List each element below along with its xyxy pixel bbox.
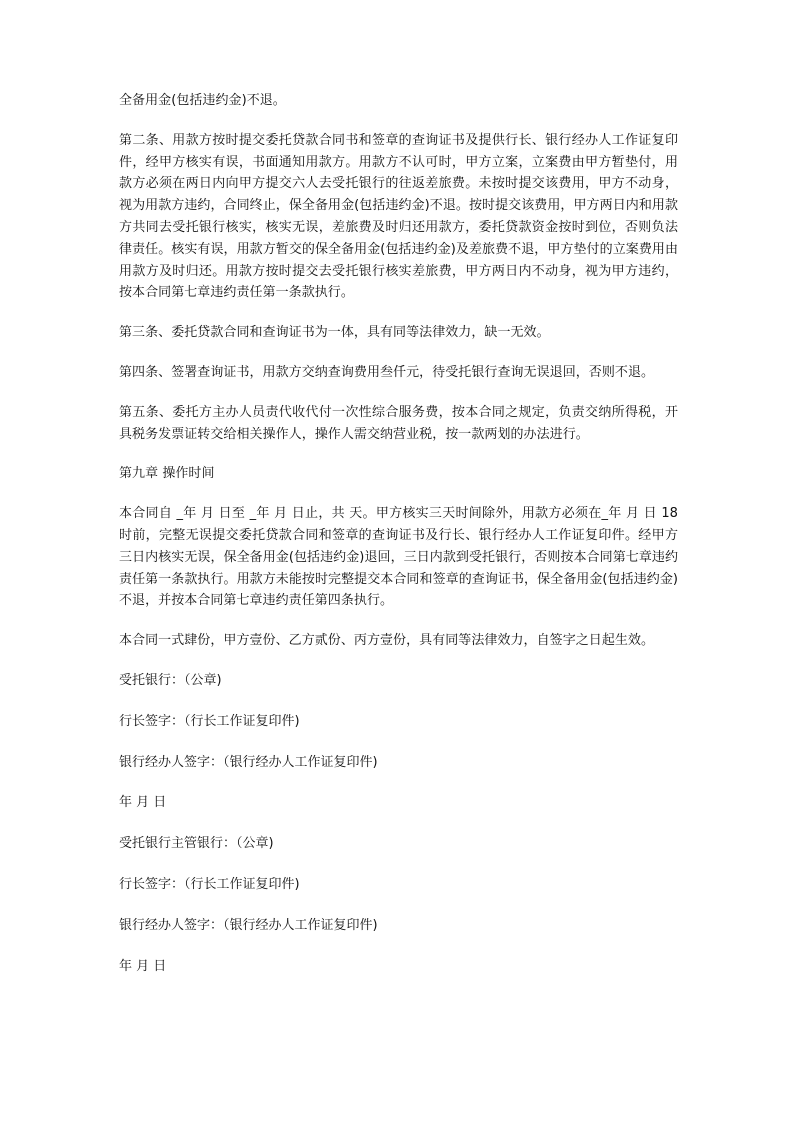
- bank-officer-signature: 银行经办人签字：（银行经办人工作证复印件): [119, 754, 378, 770]
- chapter-9-heading: 第九章 操作时间: [119, 466, 215, 482]
- copies-paragraph: 本合同一式肆份，甲方壹份、乙方贰份、丙方壹份，具有同等法律效力，自签字之日起生效。: [119, 633, 655, 649]
- signature-date-2: 年 月 日: [119, 958, 167, 974]
- signature-section: [119, 670, 678, 977]
- article-4-paragraph: 第四条、签署查询证书，用款方交纳查询费用叁仟元，待受托银行查询无误退回，否则不退。: [119, 364, 655, 380]
- article-5-paragraph: 第五条、委托方主办人员责代收代付一次性综合服务费，按本合同之规定，负责交纳所得税，开具税务发票证转交给相关操作人，操作人需交纳营业税，按一款两划的办法进行。: [119, 404, 678, 442]
- president-signature-2: 行长签字：（行长工作证复印件): [119, 876, 300, 892]
- signature-date: 年 月 日: [119, 795, 167, 811]
- operation-time-paragraph: 本合同自 _年 月 日至 _年 月 日止，共 天。甲方核实三天时间除外，用款方必须在_年 月 日 18 时前，完整无误提交委托贷款合同和签章的查询证书及行长、银行经办人工作证复印件。经甲方三日内核实无误，保全备用金(包括违约金)退回，三日内款到受托银行，否则按本合同第七章违约责任第一条款执行。用款方未能按时完整提交本合同和签章的查询证书，保全备用金(包括违约金)不退，并按本合同第七章违约责任第四条执行。: [119, 506, 678, 609]
- president-signature: 行长签字：（行长工作证复印件): [119, 713, 300, 729]
- article-2-paragraph: 第二条、用款方按时提交委托贷款合同书和签章的查询证书及提供行长、银行经办人工作证复印件，经甲方核实有误，书面通知用款方。用款方不认可时，甲方立案，立案费由甲方暂垫付，用款方必须在两日内向甲方提交六人去受托银行的往返差旅费。未按时提交该费用，甲方不动身，视为用款方违约，合同终止，保全备用金(包括违约金)不退。按时提交该费用，甲方两日内和用款方共同去受托银行核实，核实无误，差旅费及时归还用款方，委托贷款资金按时到位，否则负法律责任。核实有误，用款方暂交的保全备用金(包括违约金)及差旅费不退，甲方垫付的立案费用由用款方及时归还。用款方按时提交去受托银行核实差旅费，甲方两日内不动身，视为甲方违约，按本合同第七章违约责任第一条款执行。: [119, 132, 678, 301]
- bank-officer-signature-2: 银行经办人签字：（银行经办人工作证复印件): [119, 917, 378, 933]
- intro-paragraph: 全备用金(包括违约金)不退。: [119, 93, 286, 108]
- supervising-bank-seal: 受托银行主管银行：（公章): [119, 836, 274, 852]
- article-3-paragraph: 第三条、委托贷款合同和查询证书为一体，具有同等法律效力，缺一无效。: [119, 325, 550, 341]
- entrusted-bank-seal: 受托银行：（公章): [119, 672, 222, 688]
